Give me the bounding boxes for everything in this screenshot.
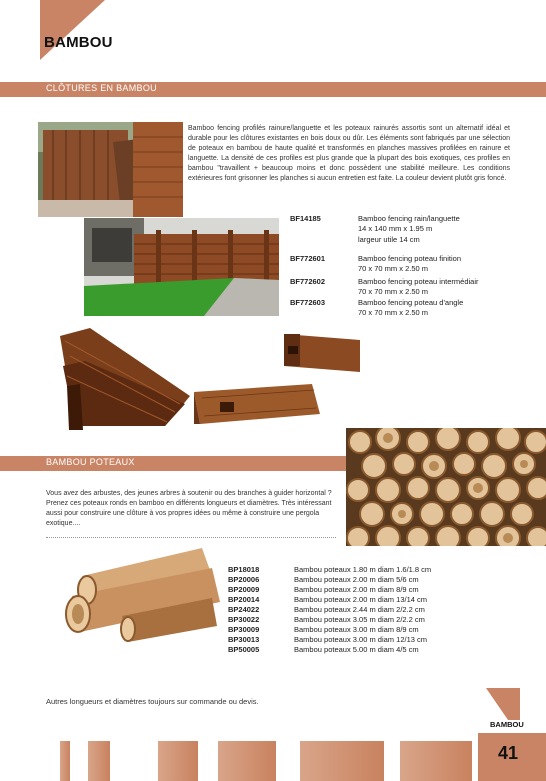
page-title: BAMBOU [44, 34, 113, 51]
product-code: BF772602 [290, 277, 326, 286]
corner-decoration [40, 0, 105, 60]
page-number-box [478, 733, 546, 781]
decor-block [158, 741, 198, 781]
product-desc: Bamboo fencing poteau intermédiair [358, 277, 479, 286]
product-extra: largeur utile 14 cm [358, 235, 420, 244]
decor-block [218, 741, 276, 781]
poles-description: Vous avez des arbustes, des jeunes arbres à soutenir ou des branches à guider horizontal ? Prenez ces poteaux ronds en bamboo en différents longueurs et diamètres. Très intéressant aussi pour construire une clôture à vos propres idées ou même à construire une pergola exotique.... [46, 490, 332, 527]
product-desc: Bambou poteaux 5.00 m diam 4/5 cm [294, 645, 419, 654]
product-code: BF772601 [290, 254, 326, 263]
section-heading: CLÔTURES EN BAMBOU [46, 83, 157, 93]
product-desc: Bambou poteaux 2.00 m diam 8/9 cm [294, 585, 419, 594]
product-code: BP50005 [228, 645, 260, 654]
product-desc: Bambou poteaux 2.44 m diam 2/2.2 cm [294, 605, 425, 614]
product-code: BF772603 [290, 298, 326, 307]
section-heading: BAMBOU POTEAUX [46, 457, 135, 467]
product-desc: Bambou poteaux 1.80 m diam 1.6/1.8 cm [294, 565, 432, 574]
product-spec: 70 x 70 mm x 2.50 m [358, 264, 429, 273]
decor-block [60, 741, 70, 781]
product-code: BP30022 [228, 615, 260, 624]
footer-brand: BAMBOU [490, 720, 524, 729]
product-desc: Bambou poteaux 3.00 m diam 12/13 cm [294, 635, 427, 644]
product-code: BP20006 [228, 575, 260, 584]
page-number: 41 [498, 743, 519, 763]
product-code: BP18018 [228, 565, 260, 574]
product-desc: Bambou poteaux 2.00 m diam 5/6 cm [294, 575, 419, 584]
fence-photo-garden [84, 218, 279, 316]
decor-block [300, 741, 384, 781]
grooved-posts-photo [192, 332, 362, 444]
product-code: BP20014 [228, 595, 260, 604]
bamboo-planks-photo [55, 326, 195, 430]
product-code: BP24022 [228, 605, 260, 614]
section-heading-band [0, 82, 546, 97]
fencing-description: Bamboo fencing profilés rainure/languette et les poteaux rainurés assortis sont un alternatif idéal et durable pour les clôtures existantes en bois doux ou dûr. Les éléments sont fabriqués par une sélection de poteaux en bambou de haute qualité et transformés en planches massives profilées en rainure et languette. La densité de ces profiles est plus grande que la plupart des bois exotiques, ces profiles en bambou "travaillent + beaucoup moins et donc possèdent une stabilité meilleure. Les conditions extérieures font grisonner les planches si aucun entretien est faite. La couleur devient plutôt gris foncé. [188, 125, 510, 182]
product-code: BF14185 [290, 214, 321, 223]
product-spec: 70 x 70 mm x 2.50 m [358, 287, 429, 296]
product-code: BP30009 [228, 625, 260, 634]
product-desc: Bamboo fencing poteau d'angle [358, 298, 464, 307]
corner-decoration [480, 688, 520, 720]
product-desc: Bambou poteaux 3.05 m diam 2/2.2 cm [294, 615, 425, 624]
fence-photo-planter [38, 122, 183, 217]
product-desc: Bamboo fencing poteau finition [358, 254, 461, 263]
product-desc: Bamboo fencing rain/languette [358, 214, 460, 223]
decor-block [88, 741, 110, 781]
product-desc: Bambou poteaux 3.00 m diam 8/9 cm [294, 625, 419, 634]
section-heading-band [0, 456, 346, 471]
product-spec: 70 x 70 mm x 2.50 m [358, 308, 429, 317]
bamboo-ends-photo [346, 428, 546, 546]
product-code: BP30013 [228, 635, 260, 644]
product-spec: 14 x 140 mm x 1.95 m [358, 224, 433, 233]
product-desc: Bambou poteaux 2.00 m diam 13/14 cm [294, 595, 427, 604]
bamboo-poles-photo [62, 546, 222, 642]
product-code: BP20009 [228, 585, 260, 594]
decor-block [400, 741, 472, 781]
footer-note: Autres longueurs et diamètres toujours sur commande ou devis. [46, 697, 259, 706]
divider [46, 537, 336, 538]
